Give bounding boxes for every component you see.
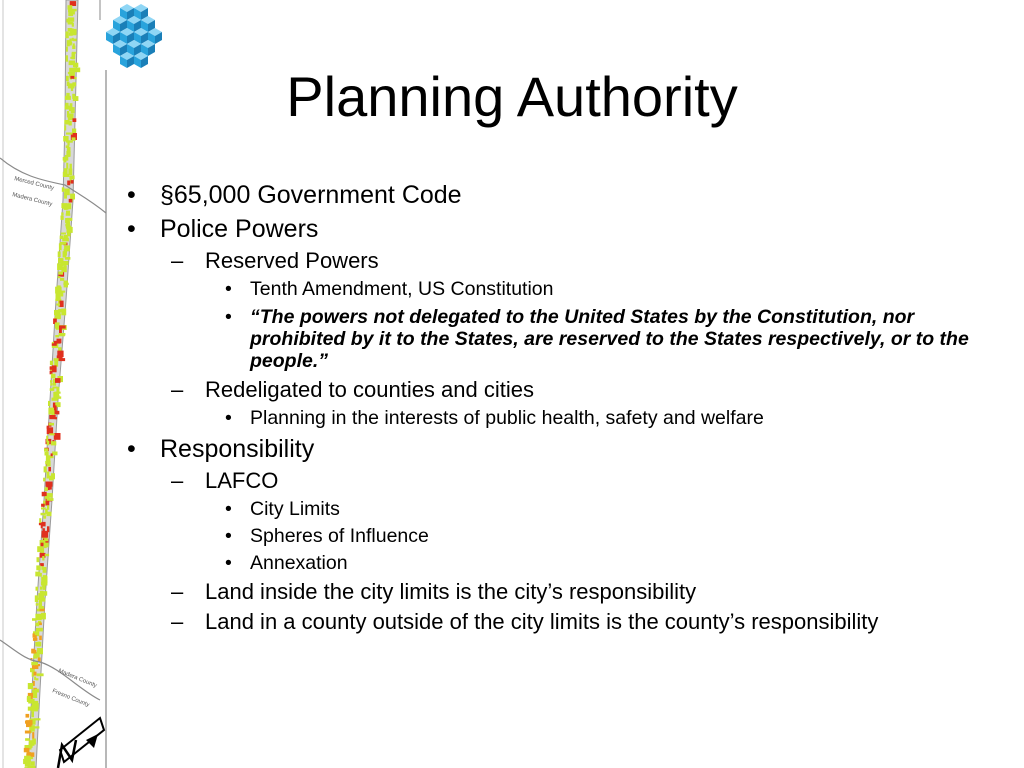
land-use-patch <box>66 47 68 52</box>
land-use-patch <box>44 448 48 451</box>
land-use-patch <box>56 304 60 306</box>
land-use-patch <box>27 752 31 756</box>
land-use-patch <box>54 433 61 440</box>
land-use-patch <box>42 531 49 538</box>
land-use-patch <box>63 157 69 161</box>
land-use-patch <box>41 507 46 509</box>
land-use-patch <box>47 426 49 429</box>
land-use-patch <box>49 423 54 426</box>
land-use-patch <box>42 492 47 497</box>
land-use-patch <box>45 554 49 556</box>
land-use-patch <box>36 565 40 570</box>
land-use-patch <box>36 587 39 591</box>
land-use-patch <box>55 322 60 328</box>
land-use-patch <box>52 343 57 346</box>
land-use-patch <box>64 205 67 209</box>
land-use-patch <box>31 662 38 666</box>
land-use-patch <box>39 628 43 631</box>
sub-bullet-item: – Land in a county outside of the city limits is the county’s responsibility <box>120 607 1000 637</box>
land-use-patch <box>39 523 46 525</box>
land-use-patch <box>27 696 31 702</box>
land-use-patch <box>43 478 45 482</box>
land-use-patch <box>32 665 39 669</box>
land-use-patch <box>45 501 49 506</box>
land-use-patch <box>63 283 68 285</box>
land-use-patch <box>54 395 60 398</box>
county-label-fresno-lower: Fresno County <box>51 688 90 709</box>
land-use-patch <box>66 133 73 135</box>
land-use-patch <box>72 46 75 50</box>
sub-bullet-item: – Land inside the city limits is the city’s responsibility <box>120 577 1000 607</box>
land-use-patch <box>33 692 37 698</box>
land-use-patch <box>58 251 61 257</box>
page-title: Planning Authority <box>286 65 738 128</box>
land-use-patch <box>60 301 64 307</box>
land-use-patch <box>55 411 60 415</box>
land-use-patch <box>66 226 71 229</box>
land-use-patch <box>71 11 75 14</box>
land-use-patch <box>39 615 41 618</box>
land-use-patch <box>31 761 35 766</box>
land-use-patch <box>48 467 51 471</box>
land-use-patch <box>44 545 47 548</box>
land-use-patch <box>55 392 61 394</box>
land-use-patch <box>67 181 70 186</box>
land-use-patch <box>32 732 34 739</box>
land-use-patch <box>55 299 59 301</box>
land-use-patch <box>35 701 39 706</box>
bullet-item: • Responsibility <box>120 432 1000 466</box>
land-use-patch <box>68 42 73 44</box>
land-use-patch <box>50 388 55 391</box>
county-label-merced-upper: Merced County <box>13 176 55 192</box>
land-use-patch <box>72 38 74 41</box>
land-use-patch <box>46 455 51 461</box>
bullet-item: • Police Powers <box>120 212 1000 246</box>
land-use-patch <box>47 498 54 501</box>
land-use-patch <box>25 731 31 734</box>
land-use-patch <box>67 221 70 223</box>
land-use-patch <box>51 374 56 379</box>
land-use-patch <box>47 472 50 479</box>
land-use-patch <box>33 726 40 728</box>
land-use-patch <box>66 151 69 156</box>
land-use-patch <box>24 748 30 752</box>
land-use-patch <box>37 673 44 676</box>
land-use-patch <box>36 603 39 605</box>
land-use-patch <box>43 516 46 519</box>
land-use-patch <box>66 31 69 38</box>
land-use-patch <box>54 341 61 344</box>
land-use-patch <box>42 556 44 561</box>
land-use-patch <box>66 140 73 142</box>
land-use-patch <box>36 678 39 680</box>
land-use-patch <box>43 585 46 590</box>
land-use-patch <box>47 441 50 446</box>
land-use-patch <box>68 17 74 21</box>
sub-sub-bullet-item: • Tenth Amendment, US Constitution <box>120 276 1000 303</box>
land-use-patch <box>69 199 73 203</box>
land-use-patch <box>49 476 54 481</box>
land-use-patch <box>29 740 35 746</box>
land-use-patch <box>38 642 41 647</box>
land-use-patch <box>59 333 66 336</box>
sub-sub-bullet-item: • Planning in the interests of public health, safety and welfare <box>120 405 1000 432</box>
land-use-patch <box>61 233 66 235</box>
land-use-patch <box>41 504 45 507</box>
land-use-patch <box>62 238 69 242</box>
land-use-patch <box>26 714 30 718</box>
land-use-patch <box>34 672 37 676</box>
land-use-patch <box>28 683 33 689</box>
land-use-patch <box>62 187 65 192</box>
land-use-patch <box>52 365 57 372</box>
land-use-patch <box>60 291 65 293</box>
land-use-patch <box>56 293 61 300</box>
land-use-patch <box>65 257 71 260</box>
land-use-patch <box>39 636 42 641</box>
land-use-patch <box>31 705 38 711</box>
land-use-patch <box>66 163 68 169</box>
north-arrow-icon <box>58 718 104 768</box>
land-use-patch <box>55 335 59 337</box>
land-use-patch <box>55 378 61 383</box>
land-use-patch <box>50 361 53 365</box>
land-use-patch <box>71 180 74 184</box>
land-use-patch <box>66 55 68 61</box>
sub-sub-bullet-item: • Spheres of Influence <box>120 523 1000 550</box>
land-use-patch <box>37 557 40 562</box>
land-use-patch <box>45 487 48 491</box>
land-use-patch <box>59 328 62 334</box>
sub-bullet-item: – LAFCO <box>120 466 1000 496</box>
land-use-patch <box>58 272 63 275</box>
land-use-patch <box>48 401 50 406</box>
land-use-patch <box>60 242 67 245</box>
land-use-patch <box>36 623 40 627</box>
land-use-patch <box>51 441 57 445</box>
sub-bullet-item: – Reserved Powers <box>120 246 1000 276</box>
land-use-patch <box>72 23 74 27</box>
land-use-patch <box>43 567 47 573</box>
land-use-patch <box>52 452 57 456</box>
land-use-patch <box>64 174 69 177</box>
land-use-patch <box>66 211 70 216</box>
land-use-patch <box>55 417 57 419</box>
sub-sub-bullet-item: • Annexation <box>120 550 1000 577</box>
land-use-patch <box>59 358 66 361</box>
land-use-patch <box>33 633 35 637</box>
land-use-patch <box>49 433 55 435</box>
land-use-patch <box>35 572 40 577</box>
land-use-patch <box>41 613 46 620</box>
land-use-patch <box>61 212 63 215</box>
land-use-patch <box>44 466 47 472</box>
land-use-patch <box>39 600 42 607</box>
sub-sub-bullet-item: • “The powers not delegated to the United States by the Constitution, nor prohibited by it to the States, are reserved to the States respectively, or to the people.” <box>120 303 1000 375</box>
land-use-patch <box>61 292 64 296</box>
land-use-patch <box>40 548 44 553</box>
land-use-patch <box>61 267 64 272</box>
sub-bullet-item: – Redeligated to counties and cities <box>120 375 1000 405</box>
land-use-patch <box>50 383 53 386</box>
land-use-patch <box>39 606 44 609</box>
land-use-patch <box>40 591 44 593</box>
bullet-list <box>120 178 1000 637</box>
land-use-patch <box>69 33 73 36</box>
land-use-patch <box>32 712 35 718</box>
county-label-madera-lower: Madera County <box>57 668 98 690</box>
sub-sub-bullet-item: • City Limits <box>120 496 1000 523</box>
land-use-patch <box>47 512 52 516</box>
land-use-patch <box>61 216 64 220</box>
land-use-patch <box>30 757 33 759</box>
land-use-patch <box>60 278 64 281</box>
land-use-patch <box>70 57 74 59</box>
land-use-patch <box>47 461 51 467</box>
land-use-patch <box>41 513 46 516</box>
land-use-patch <box>58 276 61 278</box>
land-use-patch <box>50 380 52 383</box>
bullet-item: • §65,000 Government Code <box>120 178 1000 212</box>
land-use-patch <box>32 650 37 654</box>
land-use-patch <box>40 587 42 590</box>
land-use-patch <box>49 415 55 419</box>
land-use-patch <box>35 595 38 602</box>
land-use-patch <box>70 194 75 200</box>
land-use-patch <box>45 452 49 456</box>
land-use-patch <box>63 253 66 256</box>
county-boundary-lower <box>0 640 100 700</box>
land-use-patch <box>33 655 37 658</box>
land-use-patch <box>33 638 38 641</box>
blue-cubes-logo <box>104 2 170 68</box>
land-use-patch <box>32 618 36 621</box>
land-use-patch <box>64 193 67 198</box>
county-label-madera-upper: Madera County <box>11 192 53 208</box>
